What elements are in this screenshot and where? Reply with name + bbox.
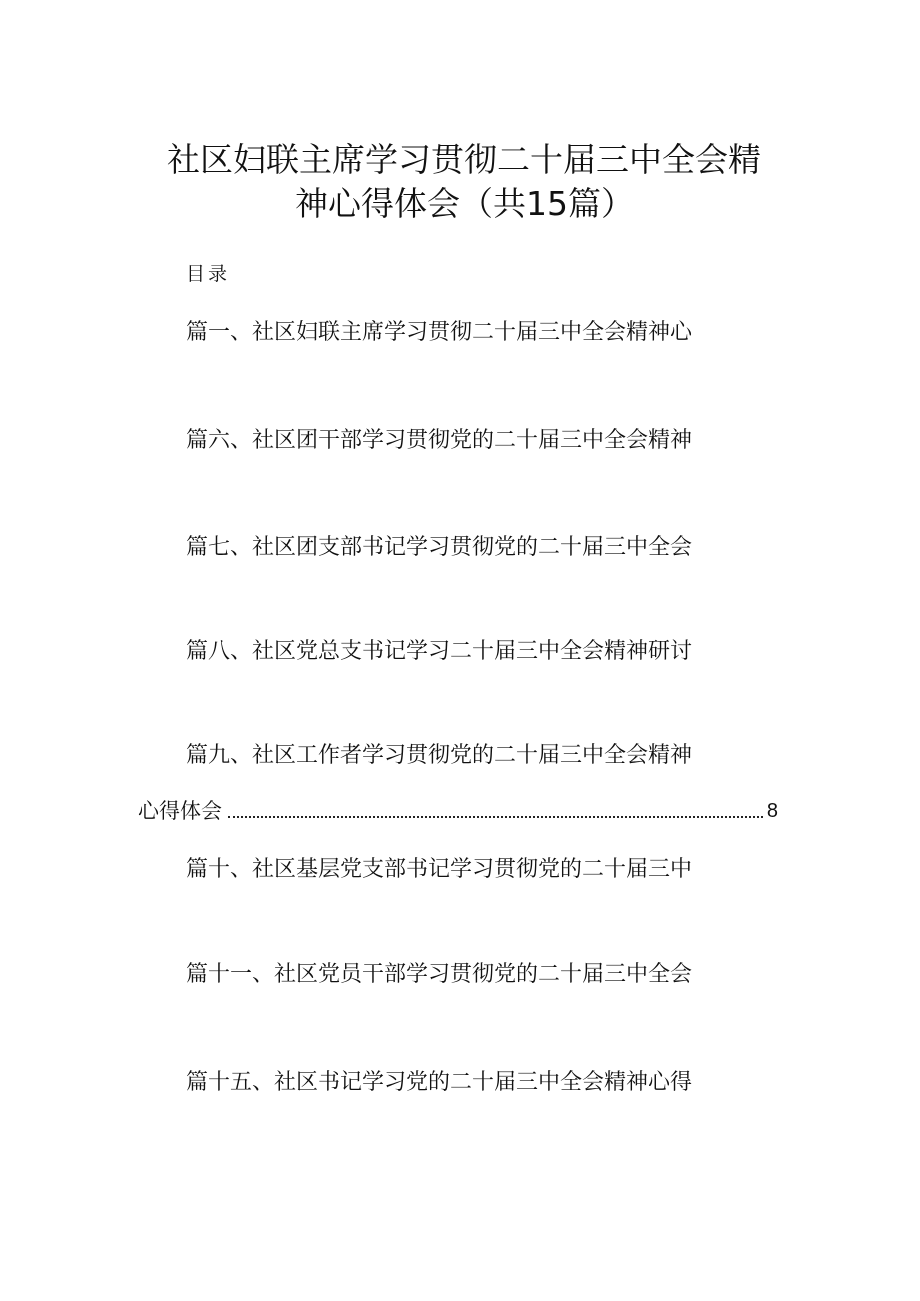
toc-page-number: 8 bbox=[766, 800, 778, 822]
toc-entry-10[interactable]: 篇十、社区基层党支部书记学习贯彻党的二十届三中 bbox=[186, 857, 693, 882]
toc-entry-6[interactable]: 篇六、社区团干部学习贯彻党的二十届三中全会精神 bbox=[186, 428, 693, 453]
toc-entry-8[interactable]: 篇八、社区党总支书记学习二十届三中全会精神研讨 bbox=[186, 639, 693, 664]
toc-entry-7[interactable]: 篇七、社区团支部书记学习贯彻党的二十届三中全会 bbox=[186, 535, 693, 560]
toc-entry-9-continuation-text: 心得体会 bbox=[138, 799, 222, 823]
toc-entry-1[interactable]: 篇一、社区妇联主席学习贯彻二十届三中全会精神心 bbox=[186, 320, 693, 345]
toc-heading: 目录 bbox=[186, 263, 231, 285]
toc-entry-9-continuation[interactable] bbox=[138, 796, 778, 826]
toc-entry-9[interactable]: 篇九、社区工作者学习贯彻党的二十届三中全会精神 bbox=[186, 743, 693, 768]
toc-entry-11[interactable]: 篇十一、社区党员干部学习贯彻党的二十届三中全会 bbox=[186, 962, 693, 987]
document-title-line-2: 神心得体会（共15篇） bbox=[295, 184, 634, 223]
toc-dot-leader bbox=[228, 816, 763, 818]
document-title-line-1: 社区妇联主席学习贯彻二十届三中全会精 bbox=[167, 140, 761, 179]
toc-entry-15[interactable]: 篇十五、社区书记学习党的二十届三中全会精神心得 bbox=[186, 1070, 693, 1095]
